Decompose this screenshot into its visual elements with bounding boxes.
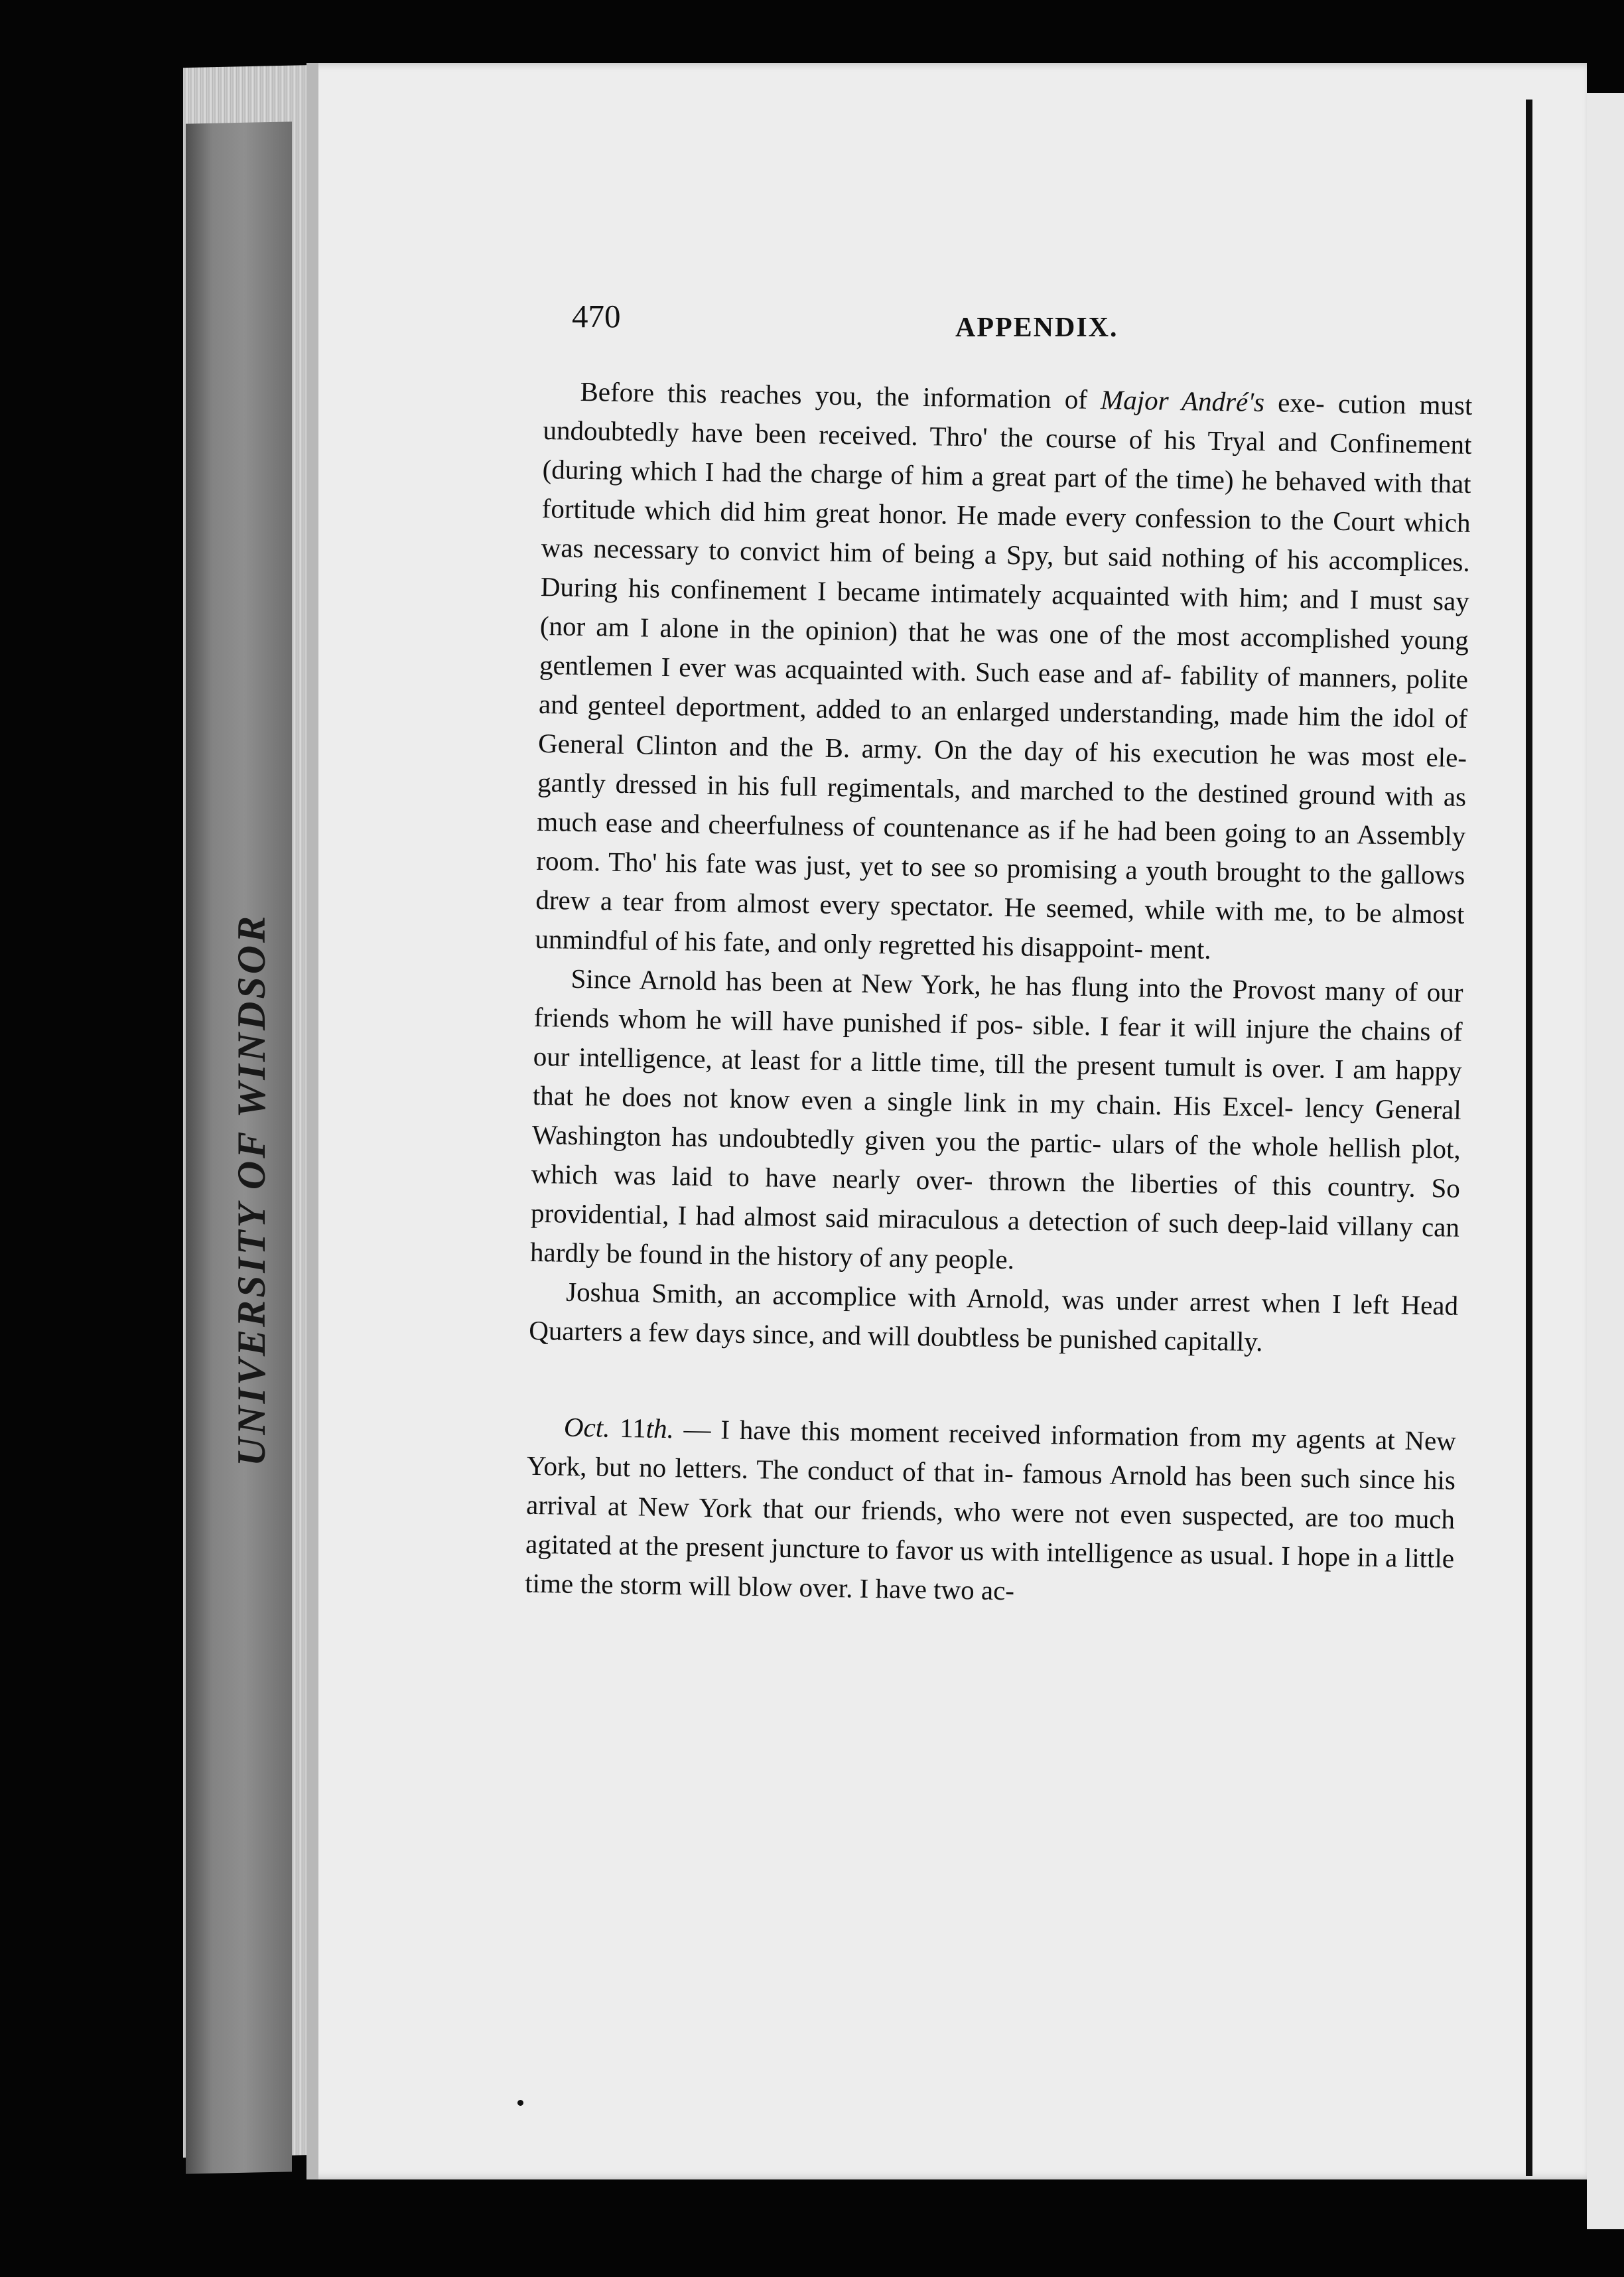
italic-text: th. (645, 1413, 675, 1444)
page-number: 470 (572, 298, 621, 334)
text-run: thrown the liberties of this country. So providential, I had almost (530, 1165, 1461, 1233)
facing-page-edge (1587, 93, 1624, 2229)
text-run: at the present juncture to favor us with intelligence as usual. I (618, 1529, 1291, 1571)
text-run: our friends, who were not even suspected, are too much agitated (525, 1493, 1455, 1560)
facing-page-crease (1526, 100, 1532, 2176)
text-run: Joshua Smith, an accomplice with Arnold, was under arrest (565, 1276, 1251, 1318)
text-run: — I have this moment received information from my (673, 1413, 1287, 1454)
page-gutter (306, 63, 318, 2179)
text-run: found in the history of any people. (638, 1238, 1015, 1275)
text-run: gantly dressed in his full regimentals, and marched to the destined (537, 766, 1289, 809)
text-run: he had been going to an Assembly room. Tho' his fate was just, (536, 814, 1466, 881)
paragraph (535, 372, 1473, 973)
text-run: exe- (1264, 387, 1325, 419)
text-run: intimately acquainted with him; and I must say (nor am I alone (539, 577, 1470, 644)
body-text (525, 372, 1473, 1618)
text-run: said miraculous a detection of such deep-laid villany can hardly be (529, 1202, 1460, 1269)
text-run: fability of manners, polite and genteel deportment, added to an (538, 659, 1469, 726)
text-run: gentlemen I ever was acquainted with. Such ease and af- (539, 649, 1172, 690)
text-run: agents at New York, but no letters. The conduct of that in- (526, 1423, 1457, 1489)
text-run: enlarged understanding, made him the idol of General Clinton (537, 695, 1468, 762)
ink-speck (517, 2100, 523, 2106)
text-run: cution must undoubtedly have been received. Thro' the course (543, 387, 1473, 454)
text-run: famous Arnold has been such since his arrival at New York that (525, 1458, 1456, 1525)
text-run: Since Arnold has been at New York, he has flung into the (571, 963, 1223, 1004)
text-run: ment. (1149, 933, 1211, 965)
text-run: nothing of his accomplices. During his confinement I became (540, 541, 1471, 608)
italic-text: Oct. (563, 1411, 610, 1443)
text-run: hope in a little time the storm will blow over. I have two ac- (524, 1541, 1455, 1606)
text-run: lency General Washington has undoubtedly given you the partic- (531, 1092, 1462, 1159)
paragraph (525, 1407, 1456, 1618)
text-run: in the opinion) that he was one of the most accomplished young (729, 613, 1469, 656)
text-run: and the B. army. On the day of his execution he was most ele- (728, 730, 1467, 773)
italic-text: Major André's (1100, 384, 1265, 418)
running-head: APPENDIX. (955, 312, 1118, 343)
text-run: yet to see so promising a youth brought to the gallows drew a tear (535, 850, 1465, 917)
text-run: from almost every spectator. He seemed, while with me, to be (673, 886, 1382, 928)
text-run: ground with as much ease and cheerfulness of countenance as if (536, 778, 1467, 845)
text-run: him a great part of the time) he behaved with that fortitude which (541, 459, 1471, 526)
spine-label: UNIVERSITY OF WINDSOR (230, 913, 273, 1466)
text-run: did him great honor. He made every confession to the Court (720, 496, 1396, 537)
text-run: ulars of the whole hellish plot, which was laid to have nearly over- (531, 1128, 1461, 1196)
text-run: almost unmindful of his fate, and only regretted his disappoint- (535, 898, 1465, 964)
text-run: of his Tryal and Confinement (during which I had the charge of (542, 423, 1472, 490)
text-run: which was necessary to convict him of being a Spy, but said (541, 506, 1471, 573)
text-run: for a little time, till the present tumult is over. I am happy that (532, 1045, 1462, 1111)
paragraph (530, 959, 1463, 1286)
text-run: punished capitally. (1059, 1323, 1263, 1357)
text-run: Before this reaches you, the information of (580, 376, 1101, 415)
text-run: 11 (610, 1412, 647, 1444)
text-run: he does not know even a single link in my chain. His Excel- (584, 1081, 1294, 1123)
paragraph (529, 1272, 1459, 1365)
text-run: when I left Head Quarters a few days since, and will doubtless be (528, 1287, 1459, 1354)
text-run: Provost many of our friends whom he will have punished if pos- (533, 973, 1463, 1040)
text-run: sible. I fear it will injure the chains of our intelligence, at least (533, 1009, 1463, 1076)
